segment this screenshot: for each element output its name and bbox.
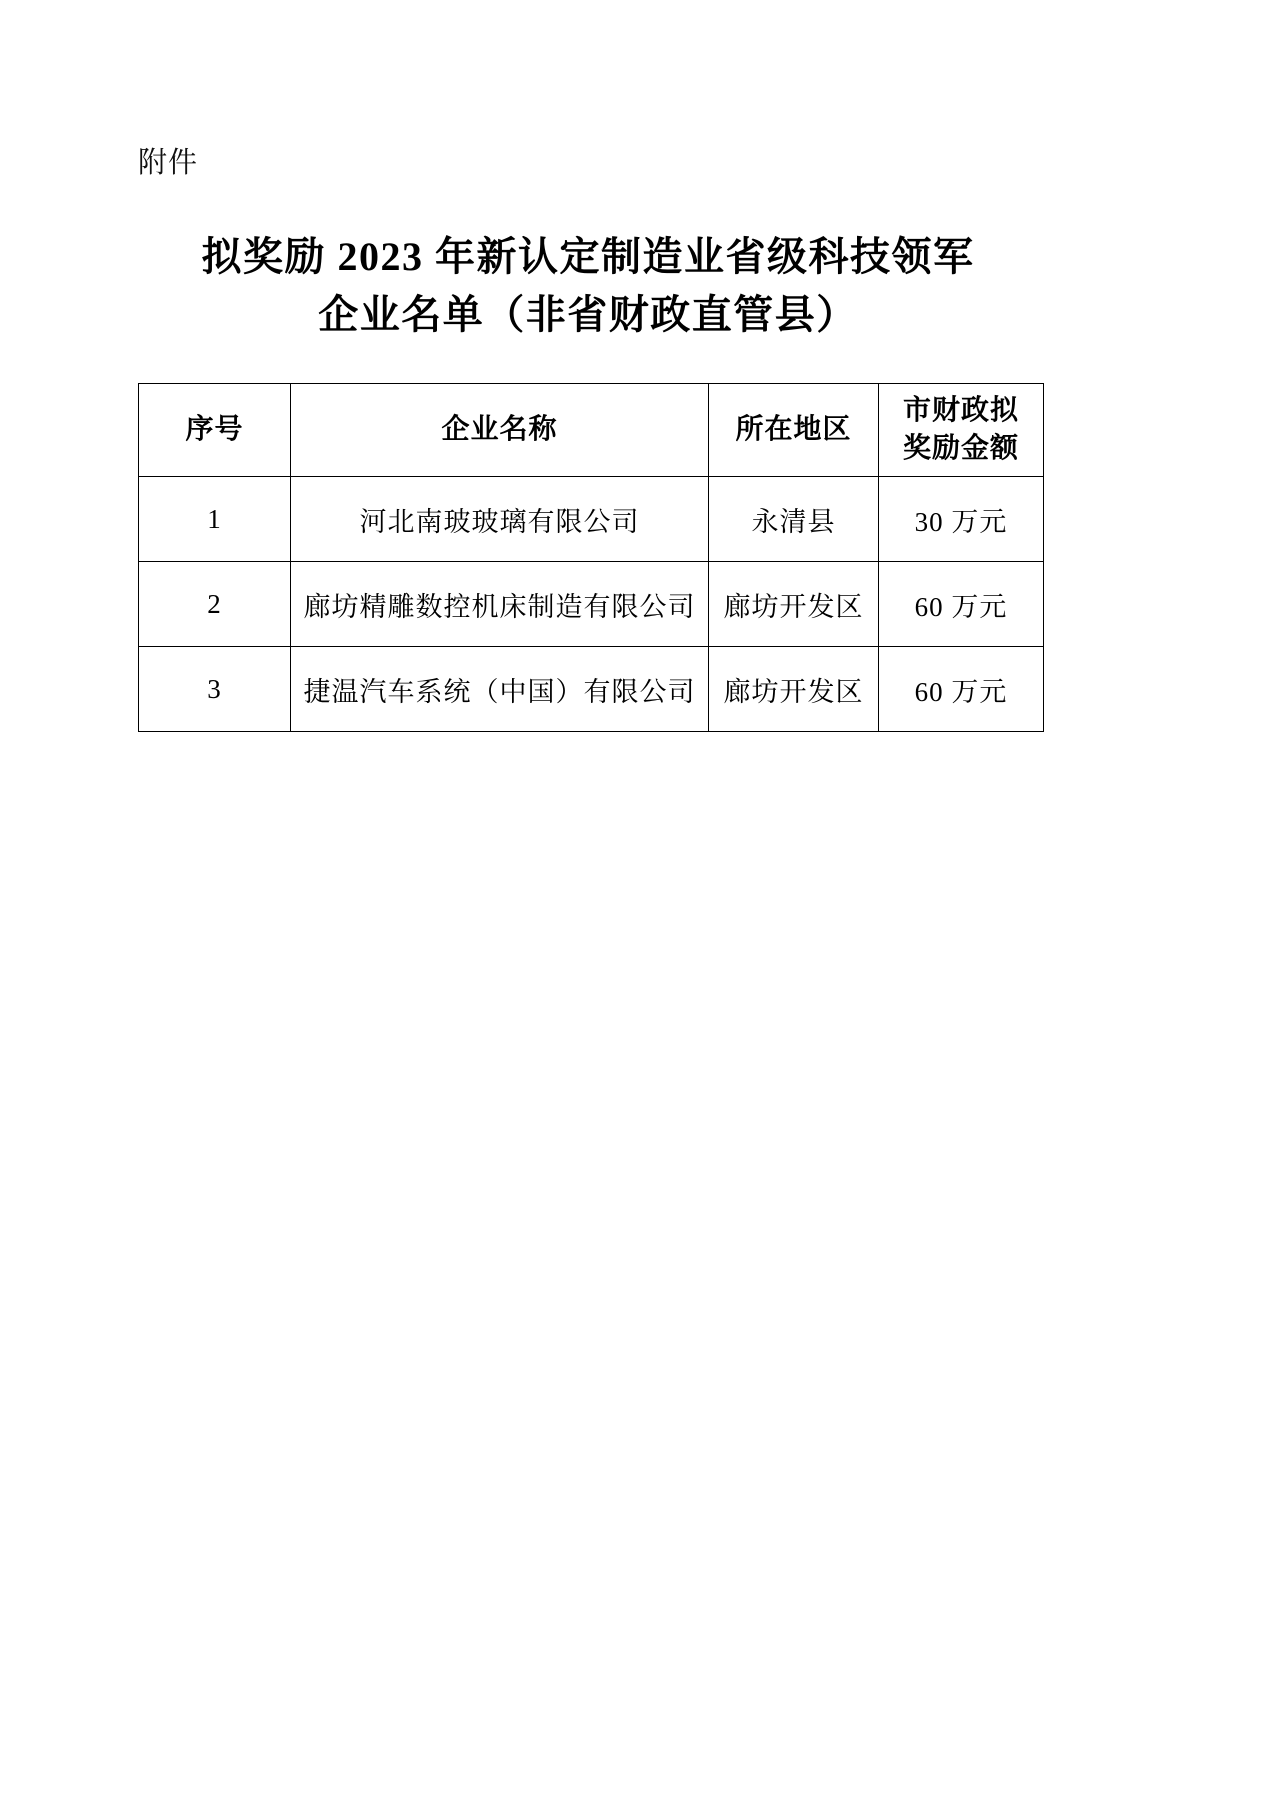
- row-enterprise: 廊坊精雕数控机床制造有限公司: [291, 562, 709, 647]
- column-header-amount-line-2: 奖励金额: [902, 433, 1019, 464]
- row-amount: 60 万元: [879, 562, 1044, 647]
- row-amount: 60 万元: [879, 647, 1044, 732]
- column-header-amount-line-1: 市财政拟: [902, 395, 1019, 427]
- table-row: [139, 562, 1044, 647]
- row-enterprise: 捷温汽车系统（中国）有限公司: [291, 647, 709, 732]
- row-index: 3: [139, 647, 291, 732]
- table-row: [139, 477, 1044, 562]
- column-header-enterprise: 企业名称: [291, 384, 709, 477]
- row-index: 1: [139, 477, 291, 562]
- page-title: [138, 228, 1038, 344]
- award-table: [138, 383, 1044, 732]
- row-enterprise: 河北南玻玻璃有限公司: [291, 477, 709, 562]
- page-title-line-1: 拟奖励 2023 年新认定制造业省级科技领军: [201, 234, 975, 279]
- page-title-line-2: 企业名单（非省财政直管县）: [318, 292, 858, 337]
- row-area: 廊坊开发区: [709, 562, 879, 647]
- row-area: 廊坊开发区: [709, 647, 879, 732]
- column-header-index: 序号: [139, 384, 291, 477]
- row-index: 2: [139, 562, 291, 647]
- table-row: [139, 647, 1044, 732]
- row-amount: 30 万元: [879, 477, 1044, 562]
- column-header-amount: [879, 384, 1044, 477]
- row-area: 永清县: [709, 477, 879, 562]
- table-header-row: [139, 384, 1044, 477]
- attachment-label: 附件: [138, 147, 199, 179]
- column-header-area: 所在地区: [709, 384, 879, 477]
